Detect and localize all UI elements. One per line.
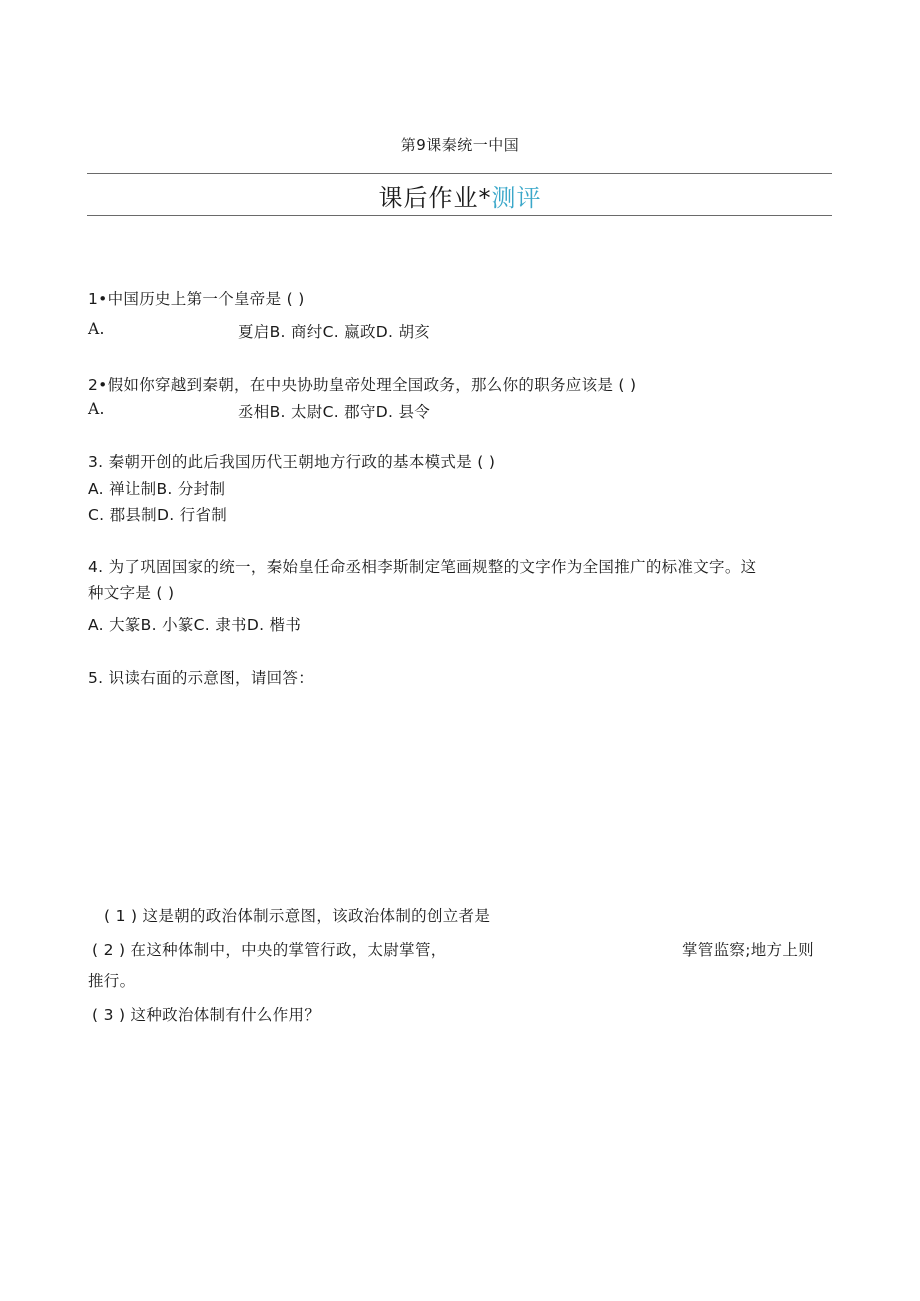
question-2-options: 丞相B. 太尉C. 郡守D. 县令 — [238, 403, 431, 421]
question-5-sub-2-continuation: 推行。 — [88, 972, 136, 990]
question-1-option-prefix: A. — [88, 320, 105, 338]
question-5-sub-2-right: 掌管监察;地方上则 — [682, 941, 814, 959]
question-4-options: A. 大篆B. 小篆C. 隶书D. 楷书 — [88, 616, 302, 634]
question-4-stem-line-1: 4. 为了巩固国家的统一，秦始皇任命丞相李斯制定笔画规整的文字作为全国推广的标准文字。这 — [88, 558, 757, 576]
question-2-stem: 2•假如你穿越到秦朝，在中央协助皇帝处理全国政务，那么你的职务应该是 ( ) — [88, 376, 637, 394]
question-3-options-line-2: C. 郡县制D. 行省制 — [88, 506, 228, 524]
header-rule-bottom — [87, 215, 832, 216]
question-4-stem-line-2: 种文字是 ( ) — [88, 584, 175, 602]
section-title — [0, 178, 920, 213]
question-5-sub-2-left: ( 2 ) 在这种体制中，中央的掌管行政，太尉掌管， — [92, 941, 447, 959]
question-1-options: 夏启B. 商纣C. 嬴政D. 胡亥 — [238, 323, 431, 341]
question-1-stem: 1•中国历史上第一个皇帝是 ( ) — [88, 290, 305, 308]
question-2-option-prefix: A. — [88, 400, 105, 418]
question-5-sub-1: ( 1 ) 这是朝的政治体制示意图，该政治体制的创立者是 — [104, 907, 491, 925]
question-5-stem: 5. 识读右面的示意图，请回答： — [88, 669, 315, 687]
section-title-accent: 测评 — [491, 184, 542, 212]
question-3-stem: 3. 秦朝开创的此后我国历代王朝地方行政的基本模式是 ( ) — [88, 453, 496, 471]
question-5-sub-3: ( 3 ) 这种政治体制有什么作用？ — [92, 1006, 321, 1024]
section-title-main: 课后作业* — [378, 184, 492, 212]
header-rule-top — [87, 173, 832, 174]
question-3-options-line-1: A. 禅让制B. 分封制 — [88, 480, 226, 498]
lesson-title: 第9课秦统一中国 — [400, 136, 520, 154]
